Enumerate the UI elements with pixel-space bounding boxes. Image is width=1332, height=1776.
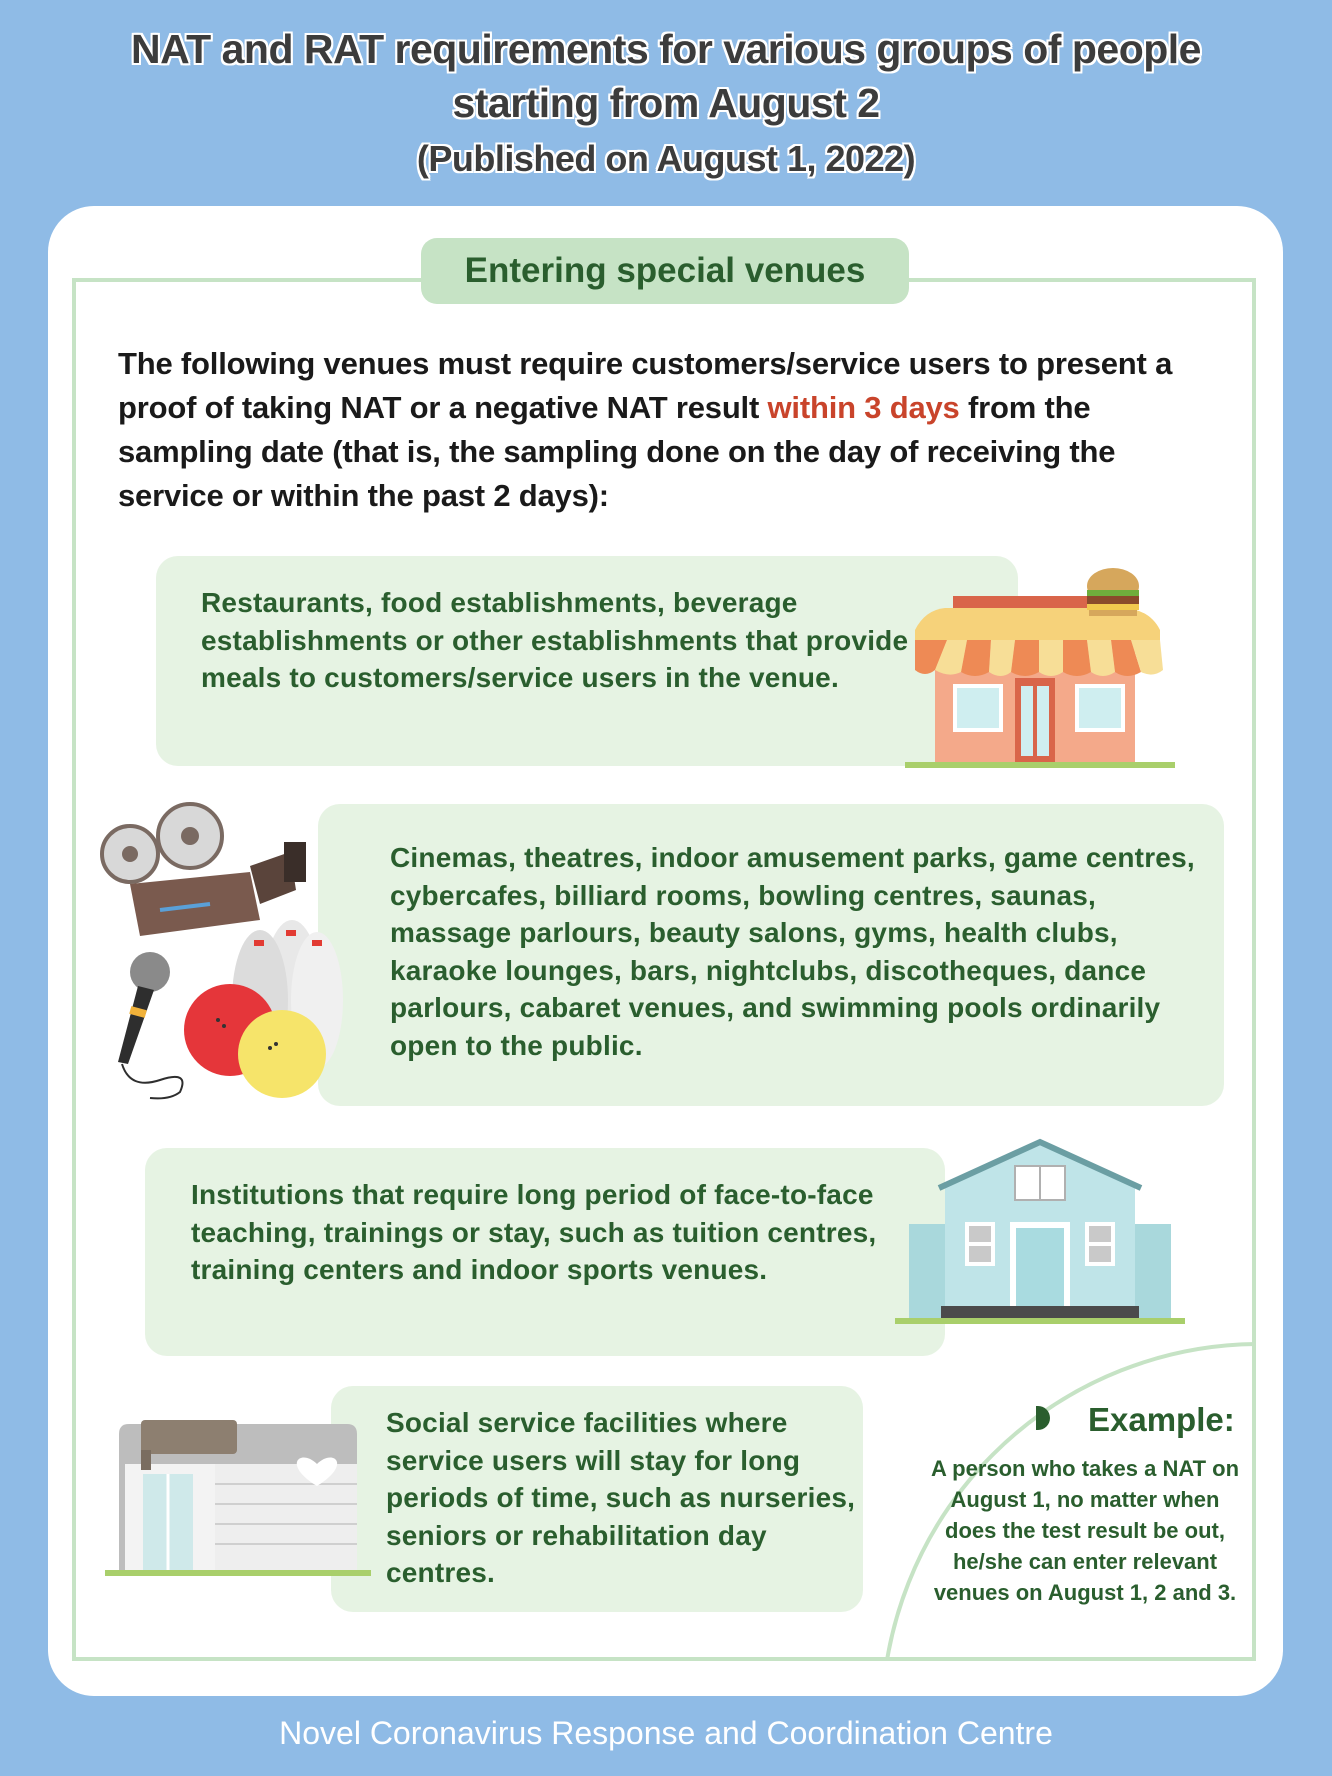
footer-organization: Novel Coronavirus Response and Coordination Centre	[279, 1715, 1053, 1751]
published-date: (Published on August 1, 2022)	[416, 138, 916, 179]
intro-text-after: from the sampling date (that is, the sampling done on the day of receiving the service or within the past 2 days):	[118, 390, 1116, 513]
intro-paragraph	[118, 342, 1218, 518]
venue-box-social-service	[331, 1386, 863, 1612]
venue-text: Institutions that require long period of face-to-face teaching, trainings or stay, such as tuition centres, training centers and indoor sports venues.	[191, 1179, 877, 1285]
intro-highlight: within 3 days	[767, 390, 960, 425]
venue-text: Cinemas, theatres, indoor amusement parks, game centres, cybercafes, billiard rooms, bowling centres, saunas, massage parlours, beauty salons, gyms, health clubs, karaoke lounges, bars, nightclubs, discotheques, dance parlours, cabaret venues, and swimming pools ordinarily open to the public.	[390, 842, 1195, 1061]
title-line-2: starting from August 2	[452, 80, 880, 126]
example-label: Example:	[1088, 1401, 1235, 1438]
section-label: Entering special venues	[421, 238, 909, 304]
example-text: A person who takes a NAT on August 1, no matter when does the test result be out, he/she can enter relevant venues on August 1, 2 and 3.	[930, 1456, 1240, 1605]
title-line-1: NAT and RAT requirements for various groups of people	[131, 26, 1201, 72]
restaurant-icon	[905, 560, 1175, 770]
venue-box-restaurants	[156, 556, 1018, 766]
care-centre-icon	[105, 1424, 375, 1576]
venue-text: Social service facilities where service users will stay for long periods of time, such as nurseries, seniors or rehabilitation day centres.	[386, 1407, 856, 1588]
page-title	[0, 22, 1332, 186]
intro-text-before: The following venues must require customers/service users to present a proof of taking NAT or a negative NAT result	[118, 346, 1173, 425]
venue-box-institutions	[145, 1148, 945, 1356]
entertainment-icon	[100, 800, 360, 1100]
school-building-icon	[895, 1140, 1185, 1326]
venue-text: Restaurants, food establishments, beverage establishments or other establishments that provide meals to customers/service users in the venue.	[201, 587, 909, 693]
venue-box-entertainment	[318, 804, 1224, 1106]
